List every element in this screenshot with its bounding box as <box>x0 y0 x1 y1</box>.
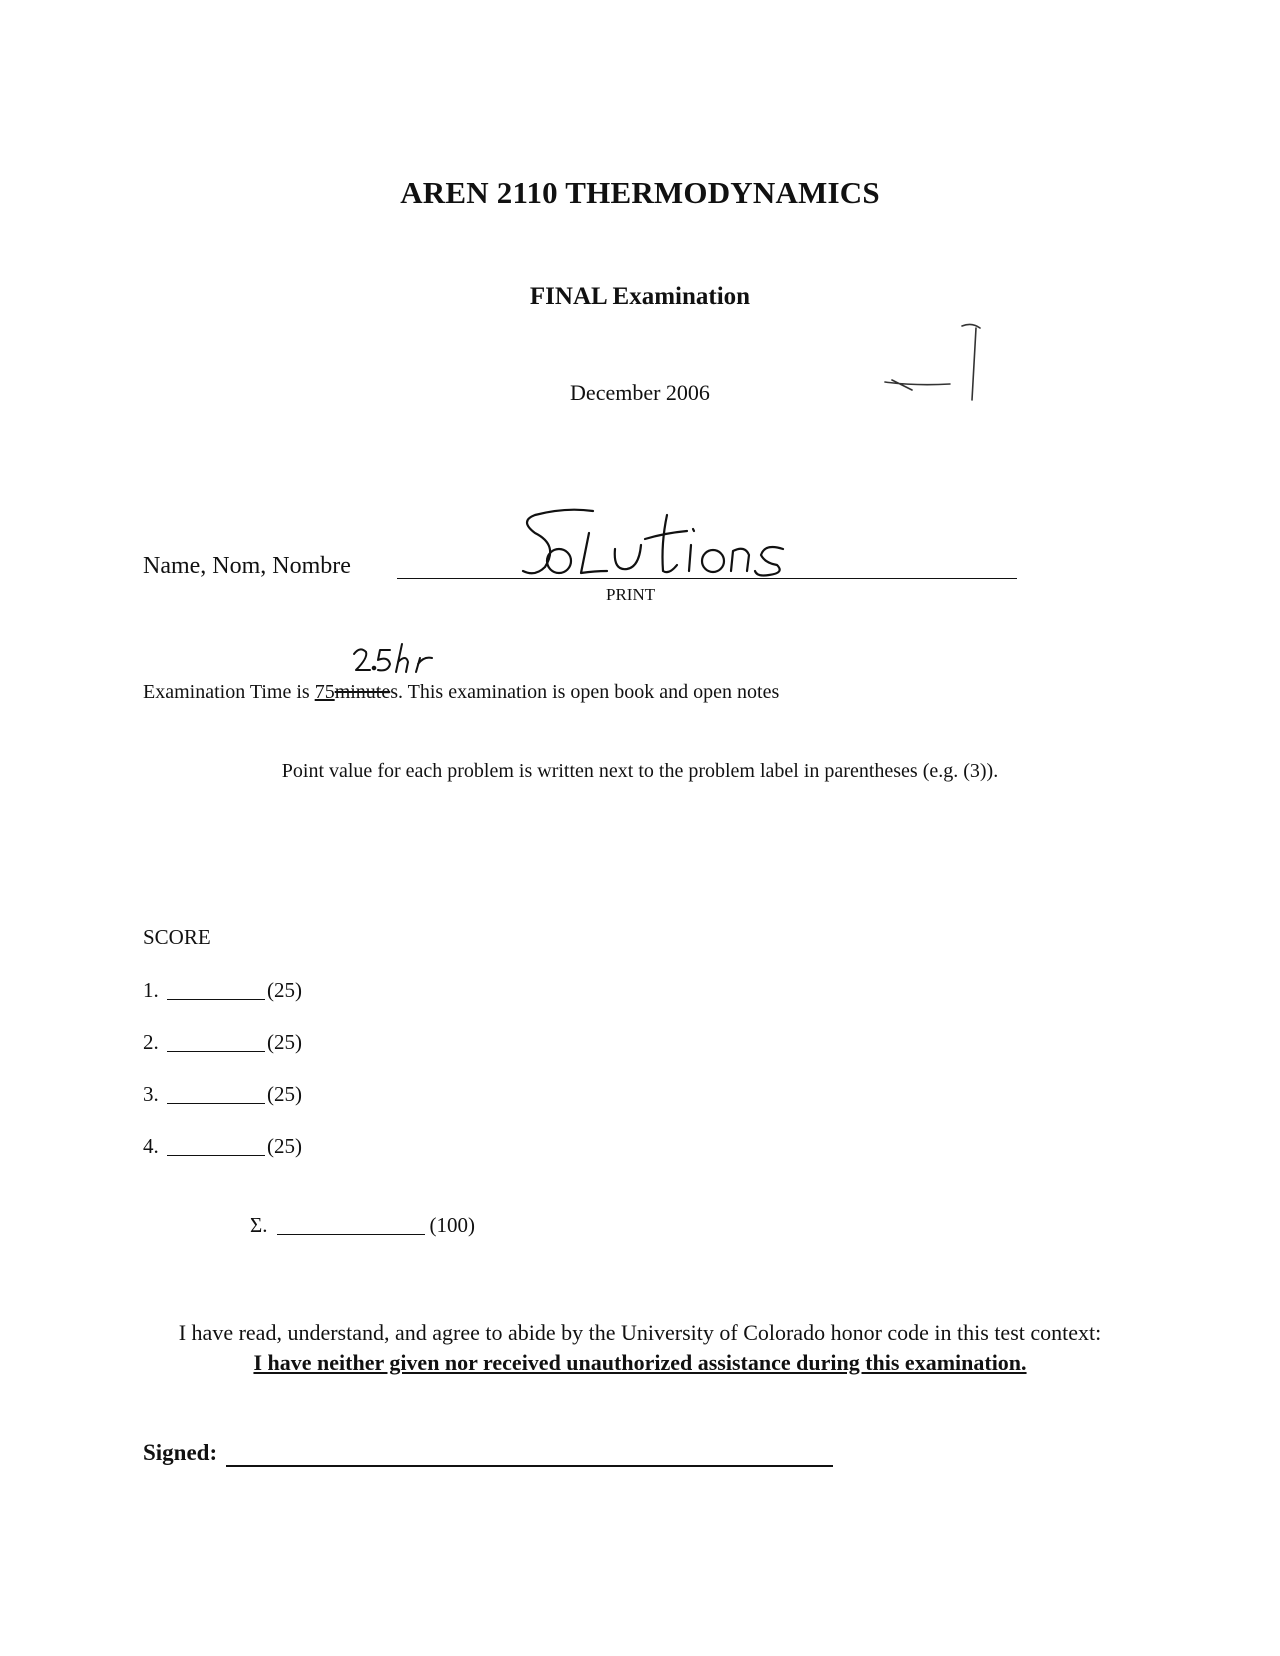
pen-mark-scribble <box>880 320 1010 410</box>
score-blank <box>167 1051 265 1052</box>
score-row-points: (25) <box>267 1082 302 1106</box>
score-blank <box>167 1103 265 1104</box>
handwritten-time-correction <box>350 640 450 682</box>
total-blank <box>277 1234 425 1235</box>
score-row-3 <box>143 1082 302 1107</box>
exam-time-prefix: Examination Time is <box>143 681 315 703</box>
score-row-1 <box>143 978 302 1003</box>
exam-time-original-value: 75 <box>314 681 335 703</box>
handwritten-name-solutions <box>515 505 795 585</box>
total-points: (100) <box>429 1213 475 1237</box>
exam-time-suffix: s. This examination is open book and open notes <box>390 681 780 703</box>
point-value-note: Point value for each problem is written next to the problem label in parentheses (e.g. (3)). <box>281 760 999 782</box>
score-blank <box>167 999 265 1000</box>
score-row-points: (25) <box>267 1030 302 1054</box>
score-row-number: 1. <box>143 978 159 1002</box>
score-row-number: 2. <box>143 1030 159 1054</box>
signature-line <box>226 1465 833 1467</box>
score-label: SCORE <box>143 925 211 949</box>
score-row-points: (25) <box>267 978 302 1002</box>
score-row-number: 3. <box>143 1082 159 1106</box>
exam-time-struck-text: minute <box>334 681 391 703</box>
name-label: Name, Nom, Nombre <box>143 553 351 579</box>
score-total-row <box>250 1213 475 1238</box>
score-row-number: 4. <box>143 1134 159 1158</box>
exam-title: FINAL Examination <box>529 283 751 310</box>
score-row-4 <box>143 1134 302 1159</box>
score-row-points: (25) <box>267 1134 302 1158</box>
signed-label: Signed: <box>143 1440 218 1465</box>
exam-date: December 2006 <box>570 380 710 405</box>
print-label: PRINT <box>606 585 656 604</box>
exam-time-line <box>143 681 779 704</box>
honor-code-pledge: I have neither given nor received unauthorized assistance during this examination. <box>253 1350 1027 1375</box>
score-row-2 <box>143 1030 302 1055</box>
score-blank <box>167 1155 265 1156</box>
honor-code-statement: I have read, understand, and agree to abide by the University of Colorado honor code in this test context: <box>178 1320 1102 1345</box>
course-title: AREN 2110 THERMODYNAMICS <box>400 175 880 210</box>
total-symbol: Σ. <box>250 1213 268 1237</box>
